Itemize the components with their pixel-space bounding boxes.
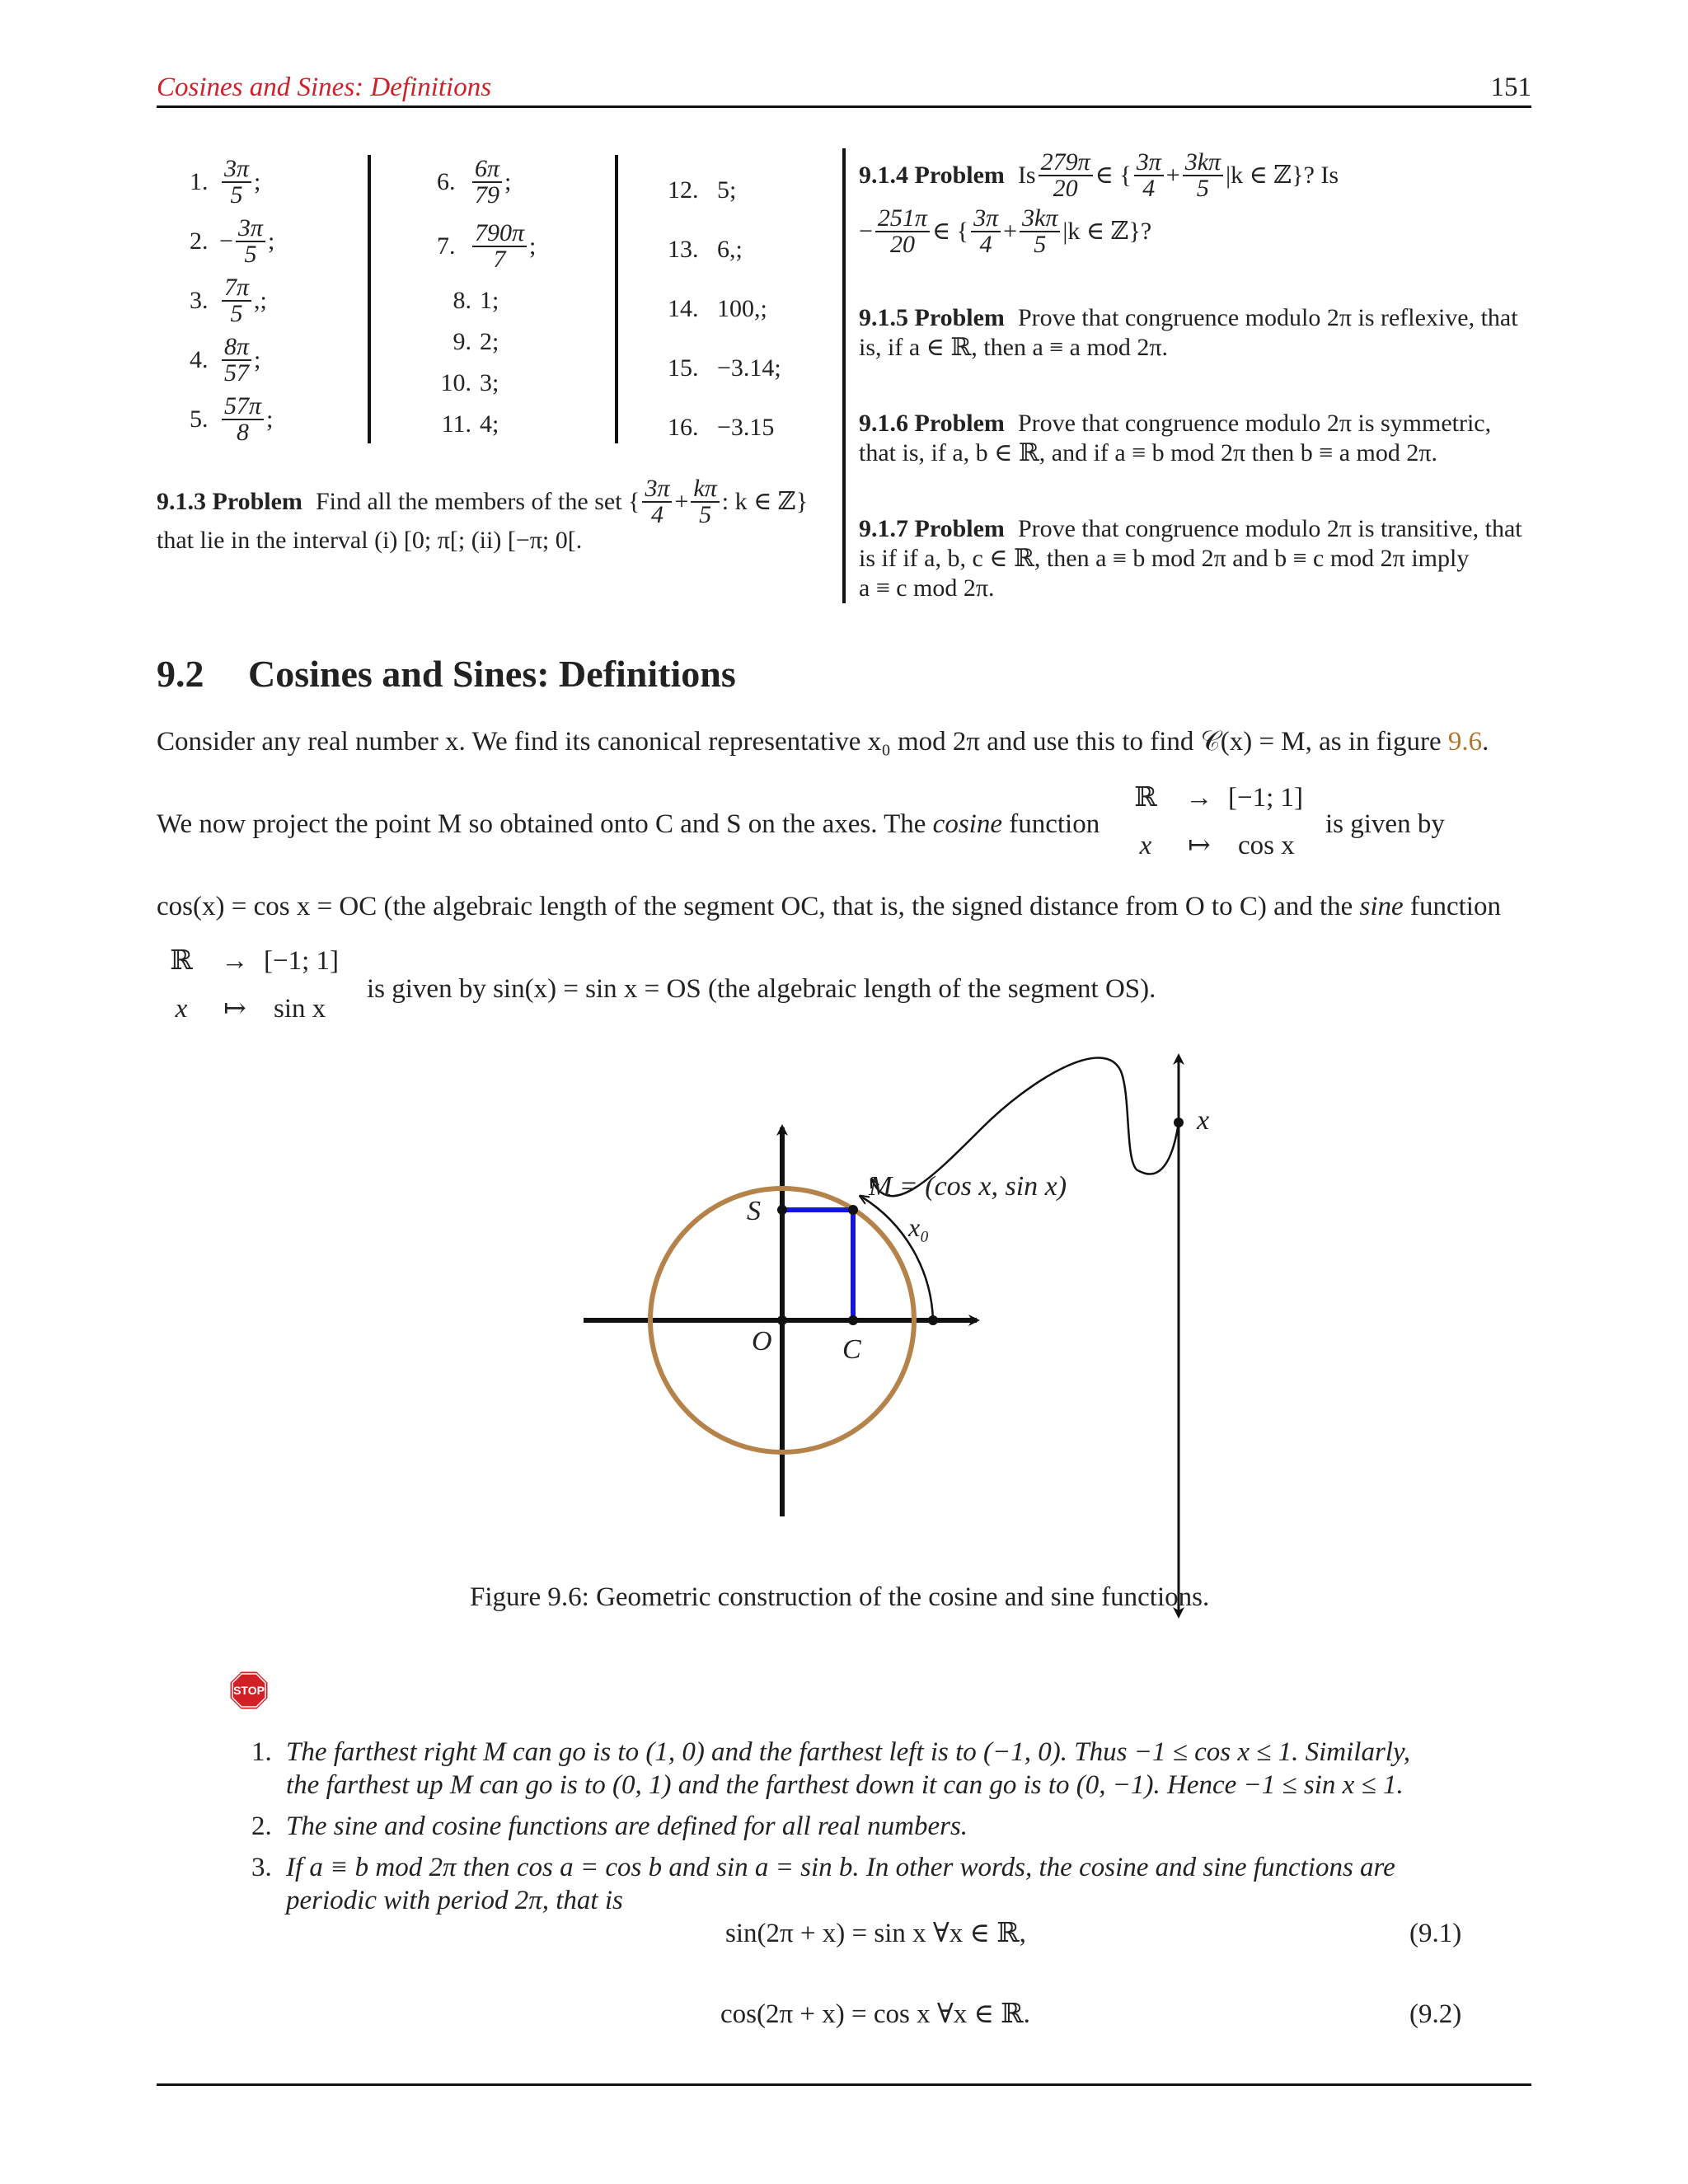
- problem-9-1-7: 9.1.7 Problem Prove that congruence modulo 2π is transitive, that is if if a, b, c ∈ ℝ, then a ≡ b mod 2π and b ≡ c mod 2π imply a ≡ c mod 2π.: [859, 515, 1522, 602]
- sine-mapping: ℝ → [−1; 1] x ↦ sin x: [170, 946, 340, 1024]
- point-x: [1174, 1118, 1184, 1127]
- figure-reference-link[interactable]: 9.6: [1447, 727, 1483, 757]
- answer-item: 1. $\frac{3\pi}{5}$ ;: [190, 155, 261, 209]
- label-S: S: [747, 1196, 761, 1226]
- answer-item: 6. $\frac{6\pi}{79}$ ;: [437, 155, 512, 209]
- problem-9-1-4-line1: 9.1.4 Problem Is $\frac{279\pi}{20}$ ∈ { $\frac{3\pi}{4}$ + $\frac{3k\pi}{5}$ |k ∈ ℤ}? Is: [859, 148, 1339, 202]
- answer-item: 9. 2;: [452, 328, 499, 355]
- answer-item: 8. 1;: [452, 287, 499, 314]
- answer-item: 13. 6,;: [668, 236, 743, 263]
- running-title: Cosines and Sines: Definitions: [157, 73, 492, 102]
- answer-item: 2. − $\frac{3\pi}{5}$ ;: [190, 214, 275, 268]
- svg-text:STOP: STOP: [233, 1684, 265, 1697]
- point-M: [848, 1205, 858, 1215]
- projection-lines: [782, 1210, 853, 1320]
- answer-item: 3. $\frac{7\pi}{5}$ ,;: [190, 274, 267, 327]
- body-paragraph-2: We now project the point M so obtained onto C and S on the axes. The cosine function: [157, 809, 1100, 839]
- cosine-mapping: ℝ → [−1; 1] x ↦ cos x: [1134, 783, 1304, 860]
- answer-item: 12. 5;: [668, 176, 737, 204]
- problem-9-1-6: 9.1.6 Problem Prove that congruence modulo 2π is symmetric, that is, if a, b ∈ ℝ, and if a ≡ b mod 2π then b ≡ a mod 2π.: [859, 410, 1492, 466]
- label-M: M = (cos x, sin x): [869, 1171, 1067, 1202]
- stop-list-item: 3. If a ≡ b mod 2π then cos a = cos b and sin a = sin b. In other words, the cosine and sine functions are periodic with period 2π, that is: [251, 1853, 1395, 1915]
- label-x: x: [1197, 1105, 1210, 1136]
- stop-list-item: 1. The farthest right M can go is to (1, 0) and the farthest left is to (−1, 0). Thus −1 ≤ cos x ≤ 1. Similarly, the farthest up M can go is to (0, 1) and the farthest down it can go is to (0, −1). Hence −1 ≤ sin x ≤ 1.: [251, 1737, 1411, 1800]
- answer-item: 7. $\frac{790\pi}{7}$ ;: [437, 219, 537, 273]
- label-x0: x₀: [908, 1212, 930, 1242]
- body-paragraph-1: Consider any real number x. We find its canonical representative x₀ mod 2π and use this to find 𝒞(x) = M, as in figure 9.6.: [157, 727, 1489, 757]
- point-S: [777, 1205, 787, 1215]
- section-heading: 9.2 Cosines and Sines: Definitions: [157, 653, 736, 695]
- problem-9-1-3-line1: 9.1.3 Problem Find all the members of the set { $\frac{3\pi}{4}$ + $\frac{k\pi}{5}$ : k ∈ ℤ}: [157, 475, 809, 528]
- body-paragraph-4: is given by sin(x) = sin x = OS (the algebraic length of the segment OS).: [367, 974, 1156, 1004]
- answer-item: 16. −3.15: [668, 414, 775, 441]
- equation-9-1: sin(2π + x) = sin x ∀x ∈ ℝ,: [725, 1919, 1026, 1948]
- body-paragraph-3: cos(x) = cos x = OC (the algebraic length of the segment OC, that is, the signed distance from O to C) and the sine function: [157, 892, 1501, 921]
- stop-list-item: 2. The sine and cosine functions are defined for all real numbers.: [251, 1811, 968, 1841]
- answer-item: 5. $\frac{57\pi}{8}$ ;: [190, 392, 274, 446]
- answer-item: 11. 4;: [441, 410, 499, 438]
- body-paragraph-2-tail: is given by: [1325, 809, 1445, 839]
- answer-item: 15. −3.14;: [668, 354, 781, 382]
- label-C: C: [842, 1334, 861, 1365]
- problem-9-1-5: 9.1.5 Problem Prove that congruence modulo 2π is reflexive, that is, if a ∈ ℝ, then a ≡ a mod 2π.: [859, 304, 1518, 361]
- figure-caption: Figure 9.6: Geometric construction of the cosine and sine functions.: [470, 1582, 1210, 1612]
- label-O: O: [752, 1326, 772, 1357]
- stop-sign-icon: [227, 1669, 270, 1712]
- footer-rule: [157, 2083, 1531, 2086]
- problem-9-1-4-line2: − $\frac{251\pi}{20}$ ∈ { $\frac{3\pi}{4}$ + $\frac{3k\pi}{5}$ |k ∈ ℤ}?: [859, 204, 1152, 258]
- answer-item: 4. $\frac{8\pi}{57}$ ;: [190, 333, 261, 387]
- stop-list: [251, 1736, 1554, 1917]
- answer-item: 10. 3;: [440, 369, 499, 396]
- point-C: [848, 1315, 858, 1325]
- equation-number-9-2: (9.2): [1409, 1999, 1462, 2029]
- page-number: 151: [1490, 73, 1531, 102]
- equation-number-9-1: (9.1): [1409, 1919, 1462, 1948]
- equation-9-2: cos(2π + x) = cos x ∀x ∈ ℝ.: [720, 1999, 1030, 2029]
- point-O: [777, 1315, 787, 1325]
- answer-item: 14. 100,;: [668, 295, 767, 322]
- problem-9-1-3-line2: that lie in the interval (i) [0; π[; (ii) [−π; 0[.: [157, 527, 583, 554]
